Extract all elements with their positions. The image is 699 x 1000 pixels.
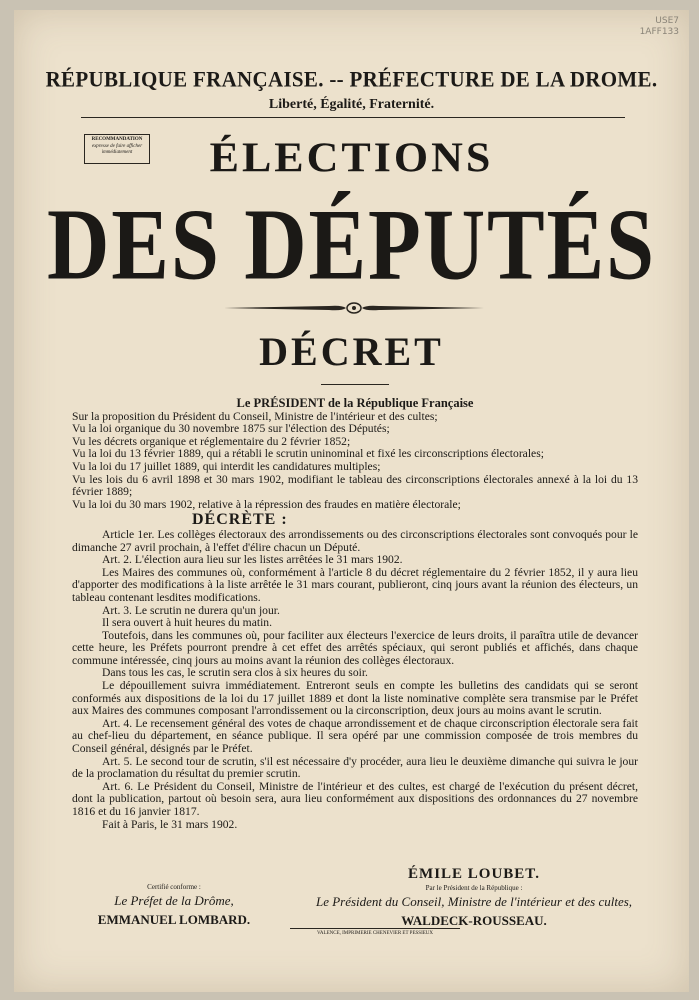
printer-imprint: VALENCE, IMPRIMERIE CHENEVIER ET PESSIEUX [290,928,460,936]
article-paragraph: Toutefois, dans les communes où, pour faciliter aux électeurs l'exercice de leurs droits, il paraîtra utile de devancer cette heure, les Préfets pourront prendre à cet effet des arrêtés spéciaux, qui seront publiés et affichés, dans chaque commune intéressée, cinq jours au moins avant la réunion des collèges électoraux. [72,628,638,667]
decrete-heading: DÉCRÈTE : [192,511,288,529]
article-paragraph: Art. 4. Le recensement général des votes de chaque arrondissement et de chaque circonscription électorale sera fait au chef-lieu du département, en séance publique. Il sera opéré par une commission composée de trois membres du Conseil général, désignés par le Préfet. [72,716,638,756]
article-paragraph: Dans tous les cas, le scrutin sera clos à six heures du soir. [102,666,368,680]
signature-minister-name: WALDECK-ROUSSEAU. [401,913,547,928]
signature-certified: Certifié conforme : [147,883,201,891]
archive-reference [640,16,679,38]
article-paragraph: Art. 2. L'élection aura lieu sur les listes arrêtées le 31 mars 1902. [102,553,403,567]
recommendation-text: expresse de faire afficher immédiatement [91,143,143,155]
archive-ref-line: USE7 [655,16,679,26]
preamble-line: Vu les décrets organique et réglementaire du 2 février 1852; [72,434,351,448]
preamble-line: Vu la loi du 30 mars 1902, relative à la répression des fraudes en matière électorale; [72,497,461,511]
header-rule [81,117,625,118]
signature-president-by: Par le Président de la République : [425,884,523,892]
preamble-line: Sur la proposition du Président du Conseil, Ministre de l'intérieur et des cultes; [72,409,438,423]
preamble-president: Le PRÉSIDENT de la République Française [236,396,474,410]
header-motto: Liberté, Égalité, Fraternité. [268,97,435,112]
ornament-divider-icon [224,301,484,315]
preamble-line: Vu la loi organique du 30 novembre 1875 sur l'élection des Députés; [72,422,390,436]
recommendation-title: RECOMMANDATION [91,137,143,142]
preamble-line: Vu les lois du 6 avril 1898 et 30 mars 1902, modifiant le tableau des circonscriptions électorales annexé à la loi du 13 février 1889; [72,472,638,499]
article-paragraph: Art. 3. Le scrutin ne durera qu'un jour. [102,603,280,617]
header-republic-line: RÉPUBLIQUE FRANÇAISE. -- PRÉFECTURE DE LA DROME. [45,66,658,92]
title-deputes: DES DÉPUTÉS [47,188,656,302]
article-paragraph: Art. 5. Le second tour de scrutin, s'il est nécessaire d'y procéder, aura lieu le deuxième dimanche qui suivra le jour de la proclamation du résultat du premier scrutin. [72,754,638,781]
signature-minister-office: Le Président du Conseil, Ministre de l'intérieur et des cultes, [315,894,633,909]
decree-body [72,397,638,831]
signature-prefect-block [74,882,274,930]
archive-ref-line: 1AFF133 [639,27,679,37]
signature-president-name: ÉMILE LOUBET. [408,866,540,882]
poster-sheet [14,10,689,992]
signature-president-block [314,866,634,931]
article-paragraph: Les Maires des communes où, conformément à l'article 8 du décret réglementaire du 2 février 1852, il y aura lieu d'apporter des modifications à la liste arrêtée le 31 mars courant, publieront, cinq jours avant la réunion des électeurs, un tableau contenant lesdites modifications. [72,565,638,604]
fait-a-paris: Fait à Paris, le 31 mars 1902. [102,817,238,831]
signature-prefect-office: Le Préfet de la Drôme, [114,893,234,908]
article-paragraph: Art. 6. Le Président du Conseil, Ministre de l'intérieur et des cultes, est chargé de l'exécution du présent décret, dont la publication, partout où besoin sera, aura lieu conformément aux dispositions des ordonnances du 27 novembre 1816 et du 16 janvier 1817. [72,779,638,818]
preamble-line: Vu la loi du 13 février 1889, qui a rétabli le scrutin uninominal et fixé les circonscriptions électorales; [72,447,544,461]
title-elections: ÉLECTIONS [209,134,494,181]
article-paragraph: Il sera ouvert à huit heures du matin. [102,616,272,630]
article-paragraph: Article 1er. Les collèges électoraux des arrondissements ou des circonscriptions électorales sont convoqués pour le dimanche 27 avril prochain, à l'effet d'élire chacun un Député. [72,527,638,554]
article-paragraph: Le dépouillement suivra immédiatement. Entreront seuls en compte les bulletins des candidats qui se seront conformés aux dispositions de la loi du 17 juillet 1889 et dont la liste nominative complète sera transmise par le Préfet aux Maires des communes composant l'arrondissement ou la circonscription, deux jours au moins avant le scrutin. [72,679,638,718]
signature-prefect-name: EMMANUEL LOMBARD. [97,912,251,927]
title-decret: DÉCRET [259,329,444,374]
title-rule [321,384,389,385]
preamble-line: Vu la loi du 17 juillet 1889, qui interdit les candidatures multiples; [72,459,381,473]
